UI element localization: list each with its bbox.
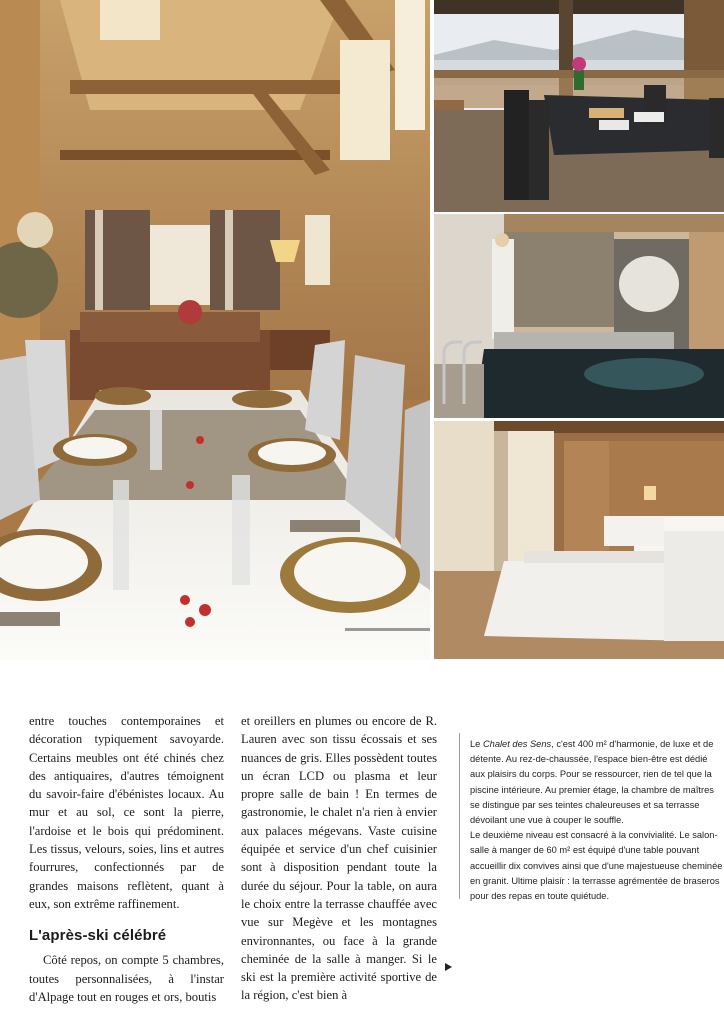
- bedroom-photo: [434, 421, 724, 659]
- column-1-paragraph-2: Côté repos, on compte 5 chambres, toutes personnalisées, à l'instar d'Alpage tout en rouges et ors, boutis: [29, 953, 224, 1004]
- article-column-2: [241, 712, 437, 1005]
- sidebar-intro: Le: [470, 739, 483, 749]
- chalet-name: Chalet des Sens: [482, 739, 552, 749]
- section-heading: L'après-ski célébré: [29, 927, 167, 945]
- sidebar-paragraph-2: Le deuxième niveau est consacré à la convivialité. Le salon-salle à manger de 60 m² est équipé d'une table pouvant accueillir dix convives ainsi que d'une majestueuse cheminée en granit. Ultime plaisir : la terrasse agrémentée de braseros pour des repas en toute quiétude.: [470, 830, 723, 902]
- sidebar-paragraph-1: [470, 737, 724, 828]
- sidebar-paragraph-1-text: , c'est 400 m² d'harmonie, de luxe et de détente. Au rez-de-chaussée, l'espace bien-être est dédié aux plaisirs du corps. Pour se ressourcer, rien de tel que la piscine intérieure. Au premier étage, la chambre de maîtres se distingue par ses teintes chaleureuses et sa terrasse dévoilant une vue à couper le souffle.: [470, 739, 714, 826]
- indoor-pool-photo: [434, 214, 724, 418]
- article-column-1: [29, 712, 224, 1006]
- chalet-sidebar: [459, 733, 724, 902]
- terrace-photo: [434, 0, 724, 212]
- dining-room-photo: [0, 0, 430, 660]
- column-2-paragraph: et oreillers en plumes ou encore de R. Lauren avec son tissu écossais et ses nuances de gris. Elles possèdent toutes un écran LCD ou plasma et leur propre salle de bain ! En termes de gastronomie, le chalet n'a rien à envier aux palaces mégevans. Vaste cuisine équipée et service d'un chef cuisinier sont à disposition pendant toute la durée du séjour. Pour la table, on aura le choix entre la terrasse chauffée avec vue sur Megève et les montagnes environnantes, ou face à la grande cheminée de la salle à manger. Si le ski est la première activité sportive de la région, c'est bien à: [241, 714, 437, 1003]
- column-1-paragraph: entre touches contemporaines et décoration typiquement savoyarde. Certains meubles ont été chinés chez des antiquaires, d'autres témoignent du savoir-faire d'ébénistes locaux. Au mur et au sol, ce sont la pierre, l'ardoise et le bois qui prédominent. Les tissus, velours, soies, lins et autres fourrures, confectionnés par de grandes maisons reflètent, quant à eux, son extrême raffinement.: [29, 714, 224, 911]
- continue-arrow-icon: [445, 963, 452, 971]
